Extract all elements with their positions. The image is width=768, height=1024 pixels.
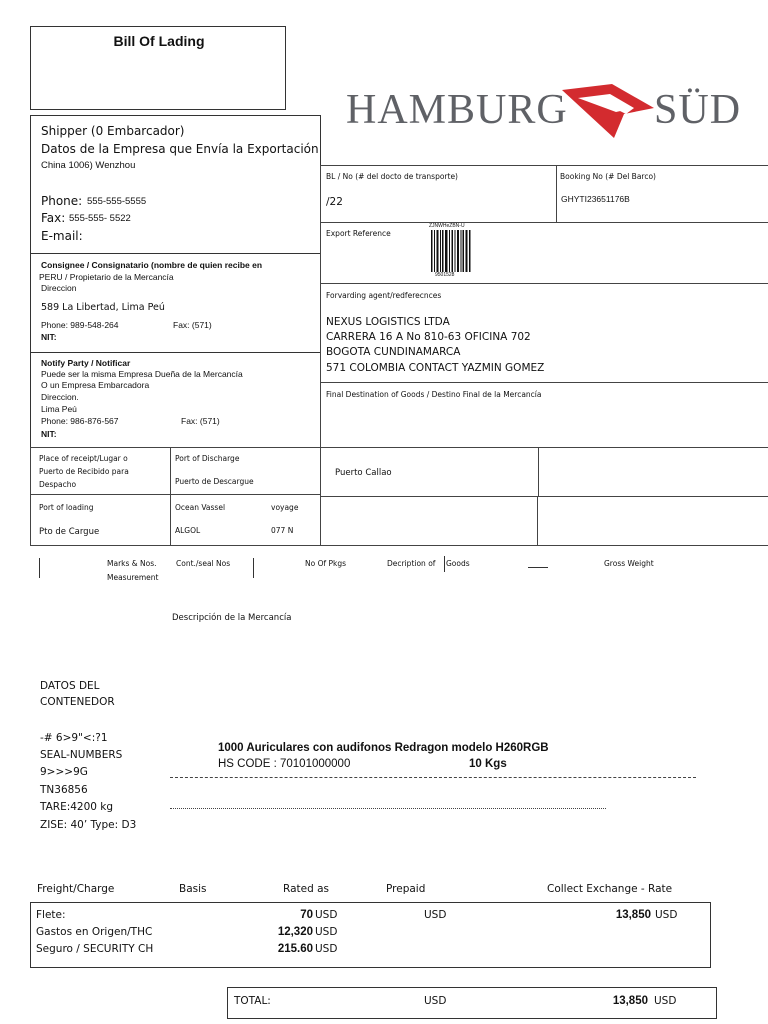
- notify-nit: NIT:: [41, 429, 57, 439]
- charge-1-name: Flete:: [36, 909, 66, 921]
- charge-1-collect: 13,850: [615, 909, 651, 921]
- charge-1-prepaid: USD: [424, 909, 447, 921]
- shipper-heading: Shipper (0 Embarcador): [41, 124, 185, 138]
- barcode-top-text: ZJNWHeZBN-U: [429, 223, 465, 229]
- shipper-box: [30, 115, 321, 254]
- vessel-name: ALGOL: [175, 526, 201, 535]
- marks-label: Marks & Nos.: [107, 559, 157, 568]
- forwarding-label: Forvarding agent/redferecnces: [326, 291, 442, 300]
- place-receipt-line2: Puerto de Recibido para: [39, 467, 129, 476]
- forwarding-line-2: CARRERA 16 A No 810-63 OFICINA 702: [326, 331, 531, 343]
- charge-1-rated-unit: USD: [315, 909, 338, 921]
- description-label: Decription of: [387, 559, 436, 568]
- voyage-number: 077 N: [271, 526, 294, 535]
- place-receipt-line1: Place of receipt/Lugar o: [39, 454, 128, 463]
- shipper-phone-label: Phone:: [41, 194, 83, 208]
- booking-label: Booking No (# Del Barco): [560, 172, 656, 181]
- forwarding-line-1: NEXUS LOGISTICS LTDA: [326, 316, 450, 328]
- goods-divider-1: [39, 558, 40, 578]
- goods-divider-2: [253, 558, 254, 578]
- right-blank-box-3: [537, 496, 768, 546]
- hs-code: HS CODE : 70101000000: [218, 758, 351, 770]
- forwarding-line-3: BOGOTA CUNDINAMARCA: [326, 346, 461, 358]
- forwarding-line-4: 571 COLOMBIA CONTACT YAZMIN GOMEZ: [326, 362, 545, 374]
- measurement-label: Measurement: [107, 573, 159, 582]
- consignee-line2: Direccion: [41, 283, 77, 293]
- consignee-heading: Consignee / Consignatario (nombre de quien recibe en: [41, 260, 263, 270]
- booking-value: GHYTI23651176B: [561, 194, 630, 204]
- consignee-phone: Phone: 989-548-264: [41, 320, 119, 330]
- consignee-box: [30, 253, 321, 353]
- descripcion-mercancia: Descripción de la Mercancía: [172, 613, 292, 623]
- charge-1-rated: 70: [300, 909, 313, 921]
- charge-1-collect-unit: USD: [655, 909, 678, 921]
- charge-2-rated-unit: USD: [315, 926, 338, 938]
- charges-box: [30, 902, 711, 968]
- notify-line3: Direccion.: [41, 392, 79, 402]
- container-line-1: -# 6>9"<:?1: [40, 732, 108, 744]
- notify-box: [30, 352, 321, 448]
- place-of-receipt-box: [30, 447, 171, 495]
- consignee-nit: NIT:: [41, 332, 57, 342]
- shipper-subheading: Datos de la Empresa que Envía la Exportación: [41, 142, 319, 156]
- bl-value: /22: [326, 196, 343, 208]
- shipper-email-label: E-mail:: [41, 229, 83, 243]
- barcode-bottom-text: 9501528: [435, 272, 455, 278]
- vessel-box: [170, 494, 321, 546]
- puerto-callao: Puerto Callao: [335, 468, 392, 478]
- shipper-address: China 1006) Wenzhou: [41, 160, 136, 171]
- charge-2-rated: 12,320: [277, 926, 313, 938]
- booking-box: [556, 165, 768, 223]
- puerto-callao-box: [320, 447, 539, 497]
- collect-header: Collect Exchange - Rate: [547, 883, 673, 895]
- goods-label: Goods: [446, 559, 470, 568]
- container-line-3: 9>>>9G: [40, 766, 88, 778]
- barcode: [429, 223, 473, 279]
- container-heading-1: DATOS DEL: [40, 680, 100, 692]
- charge-3-rated: 215.60: [277, 943, 313, 955]
- charge-3-rated-unit: USD: [315, 943, 338, 955]
- container-heading-2: CONTENEDOR: [40, 696, 115, 708]
- item-description: 1000 Auriculares con audifonos Redragon modelo H260RGB: [218, 742, 549, 754]
- port-loading-value: Pto de Cargue: [39, 527, 100, 537]
- charge-2-name: Gastos en Origen/THC: [36, 926, 153, 938]
- prepaid-header: Prepaid: [386, 883, 426, 895]
- export-reference-box: [320, 222, 768, 284]
- right-blank-box-2: [320, 496, 538, 546]
- port-discharge-value: Puerto de Descargue: [175, 477, 254, 486]
- notify-line4: Lima Peú: [41, 404, 77, 414]
- barcode-icon: [431, 230, 471, 272]
- pkgs-label: No Of Pkgs: [305, 559, 347, 568]
- notify-fax: Fax: (571): [181, 416, 220, 426]
- flag-icon: [554, 78, 670, 142]
- export-reference-label: Export Reference: [326, 229, 391, 238]
- total-prepaid: USD: [424, 995, 447, 1007]
- shipper-fax-label: Fax:: [41, 211, 66, 225]
- charge-3-name: Seguro / SECURITY CH: [36, 943, 154, 955]
- logo-text-right: SÜD: [654, 87, 742, 133]
- port-loading-label: Port of loading: [39, 503, 94, 512]
- notify-heading: Notify Party / Notificar: [41, 358, 131, 368]
- consignee-line1: PERU / Propietario de la Mercancía: [39, 272, 174, 282]
- notify-phone: Phone: 986-876-567: [41, 416, 119, 426]
- dashed-line-1: [170, 777, 696, 778]
- port-of-loading-box: [30, 494, 171, 546]
- notify-line1: Puede ser la misma Empresa Dueña de la Mercancía: [41, 369, 243, 379]
- total-unit: USD: [654, 995, 677, 1007]
- shipper-phone: 555-555-5555: [87, 196, 147, 207]
- freight-header: Freight/Charge: [37, 883, 115, 895]
- rated-header: Rated as: [283, 883, 329, 895]
- goods-divider-4: [528, 567, 548, 568]
- total-box: [227, 987, 717, 1019]
- gross-weight-label: Gross Weight: [604, 559, 654, 568]
- container-line-2: SEAL-NUMBERS: [40, 749, 123, 761]
- cont-seal-label: Cont./seal Nos: [176, 559, 231, 568]
- item-weight: 10 Kgs: [469, 758, 507, 770]
- document-title: Bill Of Lading: [113, 33, 205, 49]
- notify-line2: O un Empresa Embarcadora: [41, 380, 150, 390]
- shipper-fax: 555-555- 5522: [69, 213, 131, 224]
- right-blank-box-1: [538, 447, 768, 497]
- forwarding-box: [320, 283, 768, 383]
- final-destination-box: [320, 382, 768, 448]
- port-of-discharge-box: [170, 447, 321, 495]
- bl-box: [320, 165, 557, 223]
- title-box: [30, 26, 286, 110]
- goods-divider-3: [444, 556, 445, 572]
- hamburg-sud-logo: [346, 78, 746, 142]
- container-line-5: TARE:4200 kg: [40, 801, 114, 813]
- consignee-fax: Fax: (571): [173, 320, 212, 330]
- vessel-label: Ocean Vassel: [175, 503, 226, 512]
- place-receipt-line3: Despacho: [39, 480, 77, 489]
- container-line-6: ZISE: 40’ Type: D3: [40, 819, 137, 831]
- total-label: TOTAL:: [234, 995, 271, 1007]
- port-discharge-label: Port of Discharge: [175, 454, 240, 463]
- bl-label: BL / No (# del docto de transporte): [326, 172, 458, 181]
- total-amount: 13,850: [612, 995, 648, 1007]
- final-destination-label: Final Destination of Goods / Destino Final de la Mercancía: [326, 390, 542, 399]
- logo-text-left: HAMBURG: [346, 87, 568, 133]
- basis-header: Basis: [179, 883, 207, 895]
- dotted-line-1: [170, 808, 606, 809]
- container-line-4: TN36856: [40, 784, 88, 796]
- voyage-label: voyage: [271, 503, 299, 512]
- consignee-address: 589 La Libertad, Lima Peú: [41, 302, 165, 313]
